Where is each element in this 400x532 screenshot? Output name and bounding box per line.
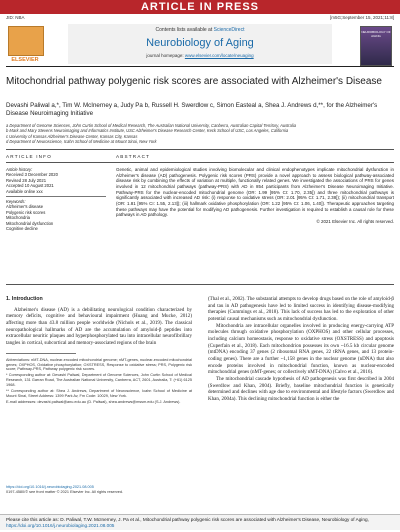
history-received: Received 3 December 2020 <box>6 172 58 178</box>
keyword: Cognitive decline <box>6 226 38 232</box>
abstract-text: Genetic, animal and epidemiological studies involving biomolecular and clinical endophenotypes implicate mitochondrial dysfunction in Alzheimer's disease (AD) pathogenesis. Polygenic risk scores (PRS) provide a novel approach to assess biological pathway-associated disease risk by combining the effects of variation at multiple, functionally related genes. We investigated the associations of PRS for genes involved in 12 mitochondrial pathways (pathway-PRS) with AD in 854 participants from Alzheimer's Disease Neuroimaging Initiative. Pathway-PRS for the nuclear-encoded mitochondrial genome (OR: 1.99 [95% CI: 1.70, 2.35]) and three mitochondrial pathways is significantly associated with increased AD risk: (i) response to oxidative stress (OR: 2.01 [95% CI: 1.71, 2.38]); (ii) mitochondrial transport (OR: 1.81 [95% CI: 1.55, 2.13]); (iii) hallmark oxidative phosphorylation (OR: 1.22 [95% CI: 1.06, 1.40]). Therapeutic approaches targeting these pathways may have the potential for modifying AD pathogenesis. Further investigation is required to establish a causal role for these pathways in AD pathology. <box>116 167 394 218</box>
footnote-abbreviations: Abbreviations: nMT-DNA, nuclear-encoded mitochondrial genome; nMT-genes, nuclear-encoded mitochondrial genes; OXPHOS, Oxidative phosphorylation; OXSTRESS, Response to oxidative stress; PRS, Polygenic risk score; Pathway-PRS, Pathway polygenic risk scores. <box>6 357 192 372</box>
journal-homepage: journal homepage: www.elsevier.com/locate/neuaging <box>146 53 254 58</box>
citation-text: Please cite this article as: D. Paliwal, T.W. McInerney, J. Pa et al., Mitochondrial pathway polygenic risk scores are associated with Alzheimer's Disease, Neurobiology of Aging, <box>6 517 369 522</box>
footnote-corresponding-2: ** Corresponding author at: Shea J. Andrews, Department of Neuroscience, Icahn School of Medicine at Mount Sinai, Street Address: 1399 Park Av, Fm Code: 10029, New York. <box>6 389 192 398</box>
journal-homepage-link[interactable]: www.elsevier.com/locate/neuaging <box>184 53 254 58</box>
abstract-heading: ABSTRACT <box>116 154 151 159</box>
author-list: Devashi Paliwal a,*, Tim W. McInerney a, Judy Pa b, Russell H. Swerdlow c, Simon Easteal a, Shea J. Andrews d,**, for the Alzheimer's Disease Neuroimaging Initiative <box>6 102 378 117</box>
journal-title: Neurobiology of Aging <box>146 37 254 49</box>
divider <box>6 162 394 163</box>
divider <box>6 284 394 285</box>
affiliation-a: a Department of Genome Sciences, John Curtin School of Medical Research, The Australian National University, Canberra, Australian Capital Territory, Australia <box>6 123 297 128</box>
copyright: © 2021 Elsevier Inc. All rights reserved. <box>316 218 394 224</box>
keywords-label: Keywords: <box>6 199 26 205</box>
history-accepted: Accepted 10 August 2021 <box>6 183 54 189</box>
paragraph: Mitochondria are intracellular organelles involved in producing energy-carrying ATP molecules through oxidative phosphorylation (OXPHOS) and other cellular processes, including calcium homeostasis, response to oxidative stress (OXSTRESS) and apoptosis (Cuperfain et al., 2018). Each mitochondrion possesses its own ~16.5 kb circular genome (mtDNA) encoding 37 genes (2 ribosomal RNA genes, 22 tRNA genes, and 13 protein-coding genes). There are a further ~1,158 genes in the nuclear genome (nDNA) that also encode proteins involved in mitochondrial function, known as nuclear-encoded mitochondrial genes (nMT-genes; or collectively nMT-DNA) (Calvo et al., 2016). <box>208 322 394 376</box>
history-revised: Revised 28 July 2021 <box>6 177 47 183</box>
body-left-column <box>6 292 192 406</box>
cover-title: NEUROBIOLOGY OF AGING <box>361 30 391 38</box>
history-online: Available online xxx <box>6 188 43 194</box>
keyword: Mitochondrial dysfunction <box>6 220 54 226</box>
elsevier-tree-icon <box>8 26 44 56</box>
keyword: Mitochondria <box>6 215 30 221</box>
issn-line: 0197-4580/© see front matter © 2021 Elsevier Inc. All rights reserved. <box>6 489 124 494</box>
running-head <box>6 15 394 20</box>
abstract <box>116 167 394 225</box>
history-label: Article history: <box>6 167 33 172</box>
article-info <box>6 167 106 231</box>
citation-doi-link[interactable]: https://doi.org/10.1016/j.neurobiolaging.2021.08.005 <box>6 522 115 528</box>
article-info-heading: ARTICLE INFO <box>6 154 52 159</box>
footnote-corresponding-1: * Corresponding author at: Devashi Paliwal, Department of Genome Sciences, John Curtin School of Medical Research, 131 Garran Road, The Australian National University, Canberra, ACT, 2601, Australia, T: (+61) 6125 1968. <box>6 373 192 388</box>
contents-available: Contents lists available at ScienceDirect <box>155 27 245 33</box>
sciencedirect-link[interactable]: ScienceDirect <box>213 27 245 33</box>
affiliation-d: d Department of Neuroscience, Icahn School of Medicine at Mount Sinai, New York <box>6 138 157 144</box>
footnotes <box>6 358 192 405</box>
publisher-name: ELSEVIER <box>11 57 39 63</box>
journal-header <box>6 24 394 67</box>
citation-bar <box>0 514 400 530</box>
affiliations <box>6 123 394 144</box>
article-title: Mitochondrial pathway polygenic risk scores are associated with Alzheimer's Disease <box>6 76 382 87</box>
affiliation-c: c University of Kansas Alzheimer's Disease Center, Kansas City, Kansas <box>6 133 138 139</box>
keyword: Polygenic risk scores <box>6 209 46 215</box>
journal-cover-image <box>360 26 392 66</box>
divider <box>6 149 394 150</box>
paragraph: (Thal et al., 2002). The substantial attempts to develop drugs based on the role of amyloid-β and tau in AD pathogenesis have led to limited success in identifying disease-modifying therapies (Cummings et al., 2018). This lack of success has led to the exploration of other potential causal mechanisms such as mitochondrial dysfunction. <box>208 296 394 322</box>
keyword: Alzheimer's disease <box>6 204 44 210</box>
article-footer <box>6 485 192 495</box>
journal-id: JID: NBA <box>6 15 25 20</box>
body-right-column <box>208 296 394 403</box>
footnote-emails: E-mail addresses: devashi.paliwal@anu.edu.au (D. Paliwal), shea.andrews@mssm.edu (S.J. Andrews). <box>6 399 181 404</box>
article-in-press-banner: ARTICLE IN PRESS <box>0 0 400 14</box>
affiliation-b: b Mark and Mary Stevens Neuroimaging and Informatics Institute, USC Alzheimer's Disease Research Center, Keck School of USC, Los Angeles, California <box>6 128 289 134</box>
footnote-rule <box>6 353 76 354</box>
doi-link[interactable]: https://doi.org/10.1016/j.neurobiolaging.2021.08.005 <box>6 485 94 489</box>
journal-masthead <box>68 24 332 64</box>
divider <box>6 196 106 197</box>
section-heading-introduction: 1. Introduction <box>6 296 43 302</box>
elsevier-logo <box>8 26 42 62</box>
build-stamp: [m5G;September 15, 2021;11:8] <box>330 15 394 20</box>
paragraph: The mitochondrial cascade hypothesis of AD pathogenesis was first described in 2004 (Swerdlow and Khan, 2004). Briefly, baseline mitochondrial function is genetically determined and declines with age due to environmental and lifestyle factors (Swerdlow and Khan, 2004a). This declining mitochondrial function is either the <box>208 375 394 402</box>
paragraph: Alzheimer's disease (AD) is a debilitating neurological condition characterized by memory deficits, cognitive and behavioural impairment (Huang and Mucke, 2012) affecting more than 43.8 million people worldwide (Nichols et al., 2019). The classical neuropathological hallmarks of AD are the accumulation of amyloid-β peptides into extracellular neuritic plaques and hyperphosphorylated tau into intracellular neurofibrillary tangles in cortical, subcortical and memory-associated regions of the brain <box>6 306 192 346</box>
